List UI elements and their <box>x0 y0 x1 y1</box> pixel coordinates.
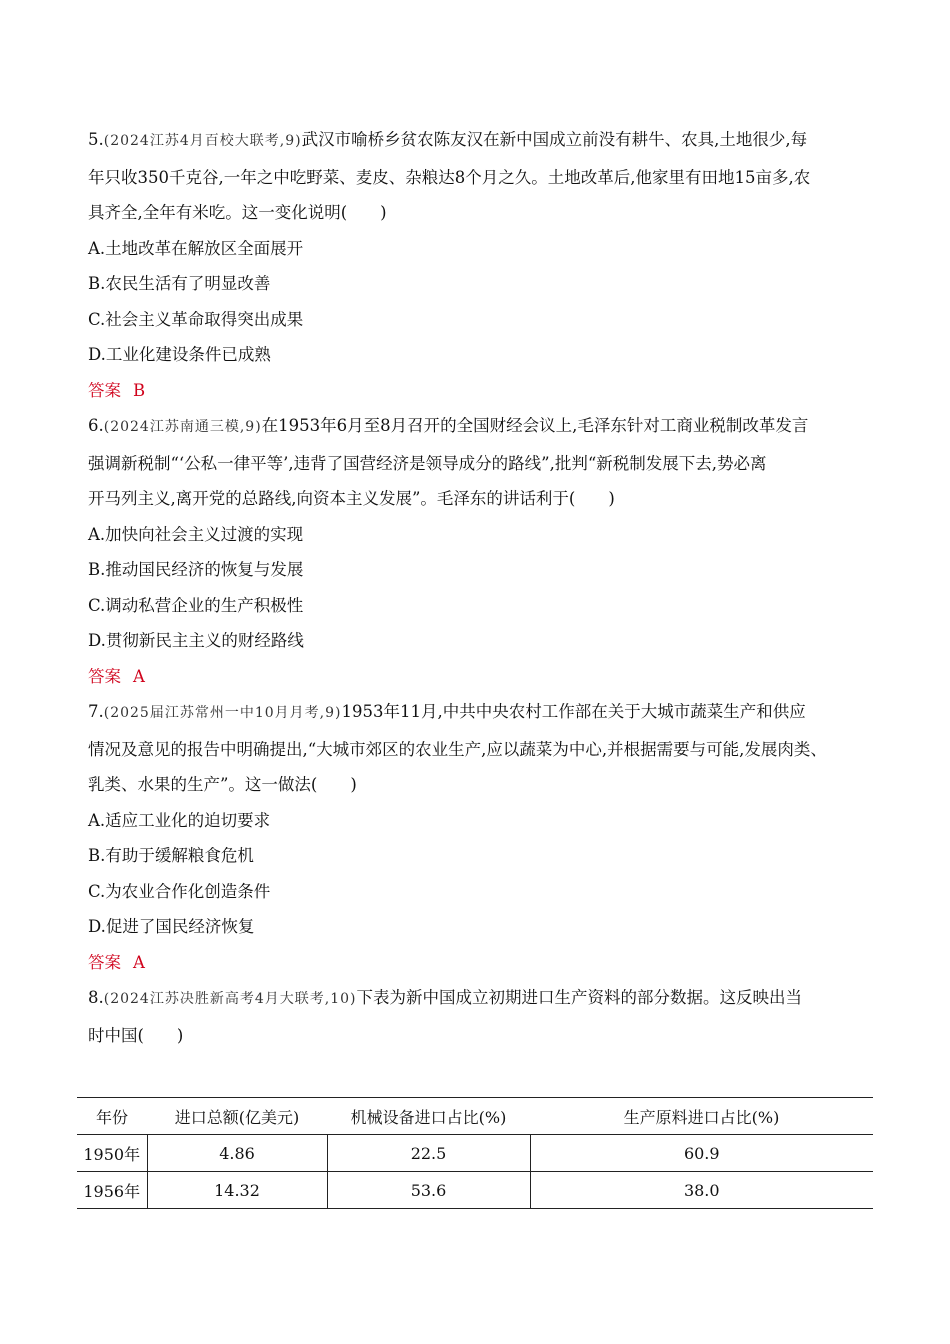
question-6 <box>88 408 868 694</box>
option-b: B.农民生活有了明显改善 <box>88 274 271 293</box>
stem-line: 武汉市喻桥乡贫农陈友汉在新中国成立前没有耕牛、农具,土地很少,每 <box>301 130 808 149</box>
option-a: A.土地改革在解放区全面展开 <box>88 238 304 258</box>
question-source: (2024江苏决胜新高考4月大联考,10) <box>103 991 357 1007</box>
stem-line: 年只收350千克谷,一年之中吃野菜、麦皮、杂粮达8个月之久。土地改革后,他家里有田地15亩多,农 <box>88 167 811 187</box>
question-number: 6. <box>88 416 104 435</box>
question-5 <box>88 122 868 408</box>
question-list <box>88 122 868 1053</box>
option-c: C.为农业合作化创造条件 <box>88 881 271 901</box>
cell-machinery: 22.5 <box>327 1135 530 1172</box>
question-7 <box>88 694 868 980</box>
answer-label: 答案 <box>88 952 121 972</box>
answer-label: 答案 <box>88 380 121 400</box>
answer <box>88 945 868 981</box>
question-stem <box>88 122 868 160</box>
stem-line: 强调新税制“‘公私一律平等’,违背了国营经济是领导成分的路线”,批判“新税制发展下去,势必离 <box>88 453 767 473</box>
question-number: 5. <box>88 130 104 149</box>
question-number: 8. <box>88 988 104 1007</box>
cell-total: 14.32 <box>147 1172 327 1209</box>
question-source: (2024江苏4月百校大联考,9) <box>103 133 302 149</box>
answer-value: A <box>133 952 145 972</box>
option-a: A.适应工业化的迫切要求 <box>88 810 271 830</box>
cell-year: 1956年 <box>77 1172 147 1209</box>
question-number: 7. <box>88 702 104 721</box>
question-source: (2024江苏南通三模,9) <box>103 419 262 435</box>
stem-line: 开马列主义,离开党的总路线,向资本主义发展”。毛泽东的讲话利于( ) <box>88 489 615 508</box>
option-a: A.加快向社会主义过渡的实现 <box>88 524 304 544</box>
question-stem <box>88 408 868 446</box>
option-d: D.贯彻新民主主义的财经路线 <box>88 631 304 650</box>
answer-label: 答案 <box>88 666 121 686</box>
question-stem <box>88 980 868 1018</box>
stem-line: 1953年11月,中共中央农村工作部在关于大城市蔬菜生产和供应 <box>341 702 806 721</box>
table-row <box>77 1172 873 1209</box>
answer <box>88 659 868 695</box>
option-c: C.社会主义革命取得突出成果 <box>88 309 304 329</box>
table-row <box>77 1135 873 1172</box>
question-stem <box>88 694 868 732</box>
question-8 <box>88 980 868 1053</box>
option-b: B.推动国民经济的恢复与发展 <box>88 560 304 579</box>
stem-line: 下表为新中国成立初期进口生产资料的部分数据。这反映出当 <box>356 988 802 1007</box>
header-year: 年份 <box>77 1098 147 1135</box>
option-d: D.促进了国民经济恢复 <box>88 917 255 936</box>
stem-line: 乳类、水果的生产”。这一做法( ) <box>88 775 357 794</box>
cell-total: 4.86 <box>147 1135 327 1172</box>
option-b: B.有助于缓解粮食危机 <box>88 846 254 865</box>
cell-materials: 38.0 <box>530 1172 873 1209</box>
cell-machinery: 53.6 <box>327 1172 530 1209</box>
header-machinery: 机械设备进口占比(%) <box>327 1098 530 1135</box>
table-header-row <box>77 1098 873 1135</box>
import-data-table <box>77 1097 873 1209</box>
answer-value: A <box>133 666 145 686</box>
cell-year: 1950年 <box>77 1135 147 1172</box>
stem-line: 在1953年6月至8月召开的全国财经会议上,毛泽东针对工商业税制改革发言 <box>261 416 809 435</box>
header-total: 进口总额(亿美元) <box>147 1098 327 1135</box>
question-source: (2025届江苏常州一中10月月考,9) <box>103 705 342 721</box>
answer-value: B <box>133 380 146 400</box>
cell-materials: 60.9 <box>530 1135 873 1172</box>
stem-line: 情况及意见的报告中明确提出,“大城市郊区的农业生产,应以蔬菜为中心,并根据需要与可能,发展肉类、 <box>88 739 827 759</box>
option-c: C.调动私营企业的生产积极性 <box>88 595 304 615</box>
stem-line: 具齐全,全年有米吃。这一变化说明( ) <box>88 203 387 222</box>
option-d: D.工业化建设条件已成熟 <box>88 345 271 364</box>
stem-line: 时中国( ) <box>88 1025 184 1045</box>
header-materials: 生产原料进口占比(%) <box>530 1098 873 1135</box>
answer <box>88 373 868 409</box>
